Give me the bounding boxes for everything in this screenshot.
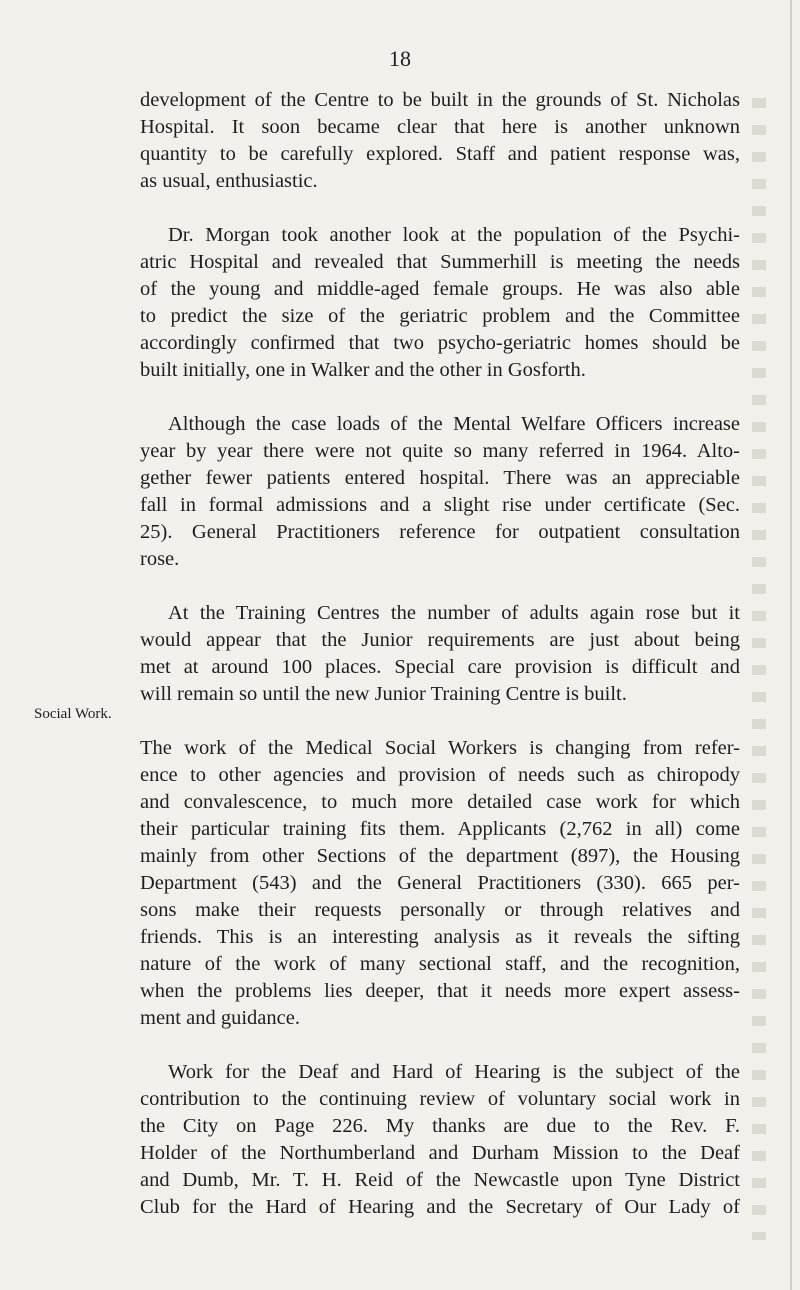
text-line: would appear that the Junior requirements are just about being bbox=[140, 629, 740, 651]
paragraph bbox=[140, 222, 740, 384]
text-line: sons make their requests personally or through relatives and bbox=[140, 899, 740, 921]
text-line: when the problems lies deeper, that it needs more expert assess- bbox=[140, 980, 740, 1002]
text-line: as usual, enthusiastic. bbox=[140, 170, 318, 192]
text-line: 25). General Practitioners reference for outpatient consultation bbox=[140, 521, 740, 543]
page-edge-bleed bbox=[752, 90, 766, 1240]
text-line: Dr. Morgan took another look at the population of the Psychi- bbox=[168, 224, 740, 246]
body-text bbox=[140, 87, 740, 1248]
paragraph bbox=[140, 735, 740, 1032]
text-line: mainly from other Sections of the department (897), the Housing bbox=[140, 845, 740, 867]
text-line: Hospital. It soon became clear that here is another unknown bbox=[140, 116, 740, 138]
text-line: met at around 100 places. Special care provision is difficult and bbox=[140, 656, 740, 678]
text-line: fall in formal admissions and a slight rise under certificate (Sec. bbox=[140, 494, 740, 516]
text-line: and convalescence, to much more detailed case work for which bbox=[140, 791, 740, 813]
text-line: accordingly confirmed that two psycho-geriatric homes should be bbox=[140, 332, 740, 354]
side-heading-social-work: Social Work. bbox=[34, 706, 112, 722]
text-line: quantity to be carefully explored. Staff and patient response was, bbox=[140, 143, 740, 165]
text-line: the City on Page 226. My thanks are due to the Rev. F. bbox=[140, 1115, 740, 1137]
text-line: year by year there were not quite so many referred in 1964. Alto- bbox=[140, 440, 740, 462]
text-line: of the young and middle-aged female groups. He was also able bbox=[140, 278, 740, 300]
text-line: Work for the Deaf and Hard of Hearing is the subject of the bbox=[168, 1061, 740, 1083]
text-line: rose. bbox=[140, 548, 180, 570]
text-line: At the Training Centres the number of adults again rose but it bbox=[168, 602, 740, 624]
text-line: Club for the Hard of Hearing and the Secretary of Our Lady of bbox=[140, 1196, 740, 1218]
text-line: to predict the size of the geriatric problem and the Committee bbox=[140, 305, 740, 327]
text-line: ment and guidance. bbox=[140, 1007, 300, 1029]
text-line: atric Hospital and revealed that Summerhill is meeting the needs bbox=[140, 251, 740, 273]
text-line: their particular training fits them. Applicants (2,762 in all) come bbox=[140, 818, 740, 840]
text-line: gether fewer patients entered hospital. There was an appreciable bbox=[140, 467, 740, 489]
paragraph bbox=[140, 87, 740, 195]
text-line: friends. This is an interesting analysis as it reveals the sifting bbox=[140, 926, 740, 948]
paragraph bbox=[140, 411, 740, 573]
text-line: will remain so until the new Junior Training Centre is built. bbox=[140, 683, 627, 705]
text-line: Although the case loads of the Mental Welfare Officers increase bbox=[168, 413, 740, 435]
text-line: nature of the work of many sectional staff, and the recognition, bbox=[140, 953, 740, 975]
text-line: The work of the Medical Social Workers is changing from refer- bbox=[140, 737, 740, 759]
text-line: contribution to the continuing review of voluntary social work in bbox=[140, 1088, 740, 1110]
paragraph bbox=[140, 1059, 740, 1221]
text-line: Holder of the Northumberland and Durham Mission to the Deaf bbox=[140, 1142, 740, 1164]
text-line: Department (543) and the General Practitioners (330). 665 per- bbox=[140, 872, 740, 894]
paragraph bbox=[140, 600, 740, 708]
text-line: and Dumb, Mr. T. H. Reid of the Newcastle upon Tyne District bbox=[140, 1169, 740, 1191]
text-line: development of the Centre to be built in the grounds of St. Nicholas bbox=[140, 89, 740, 111]
text-line: built initially, one in Walker and the other in Gosforth. bbox=[140, 359, 586, 381]
page-edge-line bbox=[790, 0, 792, 1290]
page-number: 18 bbox=[389, 46, 411, 71]
text-line: ence to other agencies and provision of needs such as chiropody bbox=[140, 764, 740, 786]
